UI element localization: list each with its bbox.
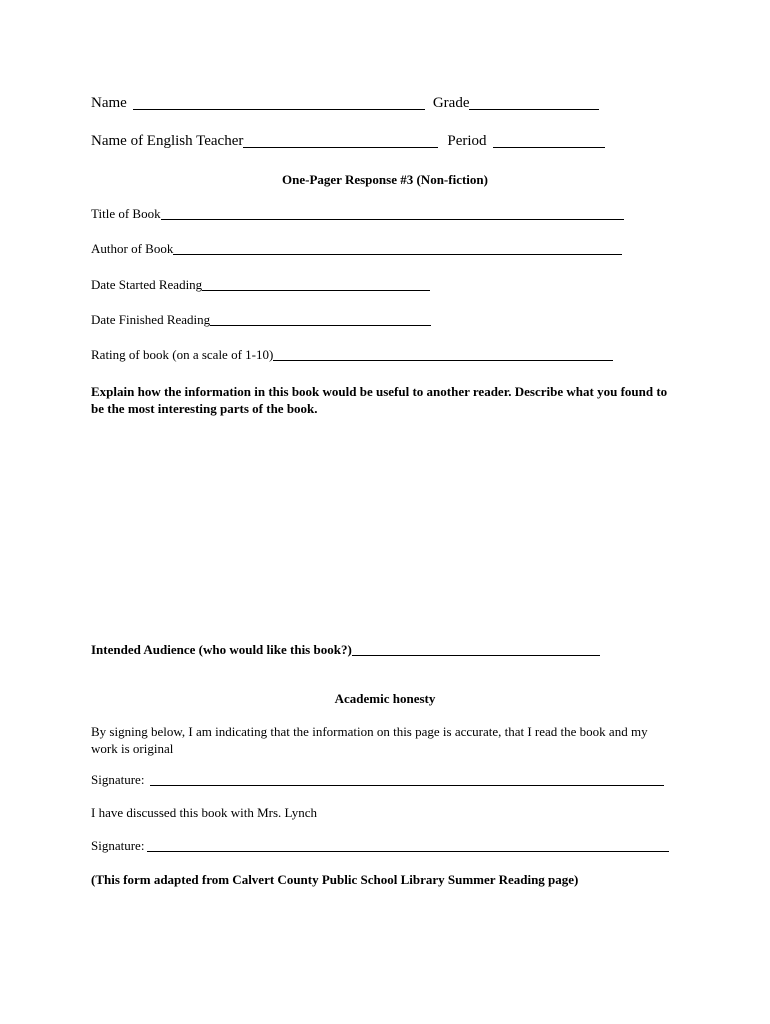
author-field[interactable] [173,253,622,255]
honesty-heading: Academic honesty [334,691,436,706]
name-field[interactable] [133,108,425,110]
teacher-period-row [91,132,605,150]
audience-row [91,642,600,658]
book-title-row [91,206,624,222]
date-finished-row [91,312,431,328]
audience-label: Intended Audience (who would like this book?) [91,642,352,657]
discussed-row [91,805,317,821]
response-area[interactable] [91,420,671,630]
signature-field-2[interactable] [147,850,669,852]
author-row [91,241,622,257]
signature-row-2 [91,838,669,854]
rating-label: Rating of book (on a scale of 1-10) [91,347,274,362]
signature-field-1[interactable] [150,784,664,786]
footer-note-text: (This form adapted from Calvert County Public School Library Summer Reading page) [91,872,579,887]
name-label: Name [91,95,127,111]
signature-row-1 [91,772,664,788]
footer-note [91,872,578,888]
rating-field[interactable] [273,359,613,361]
name-grade-row [91,94,599,112]
grade-field[interactable] [469,108,599,110]
teacher-field[interactable] [243,146,438,148]
audience-field[interactable] [352,654,600,656]
period-label: Period [447,133,487,149]
discussed-label: I have discussed this book with Mrs. Lynch [91,805,318,820]
date-started-field[interactable] [202,289,430,291]
period-field[interactable] [493,146,605,148]
book-title-label: Title of Book [91,206,161,221]
book-title-field[interactable] [161,218,624,220]
honesty-statement: By signing below, I am indicating that the information on this page is accurate, that I read the book and my work is original [91,724,648,756]
date-finished-label: Date Finished Reading [91,312,211,327]
date-started-row [91,277,430,293]
teacher-label: Name of English Teacher [91,133,244,149]
response-prompt: Explain how the information in this book would be useful to another reader. Describe what you found to be the most interesting parts of the book. [91,384,668,416]
grade-label: Grade [432,95,470,111]
form-title: One-Pager Response #3 (Non-fiction) [282,172,488,187]
signature-label-1: Signature: [91,772,145,787]
date-finished-field[interactable] [210,324,431,326]
date-started-label: Date Started Reading [91,277,203,292]
rating-row [91,347,613,363]
author-label: Author of Book [91,241,174,256]
signature-label-2: Signature: [91,838,145,853]
